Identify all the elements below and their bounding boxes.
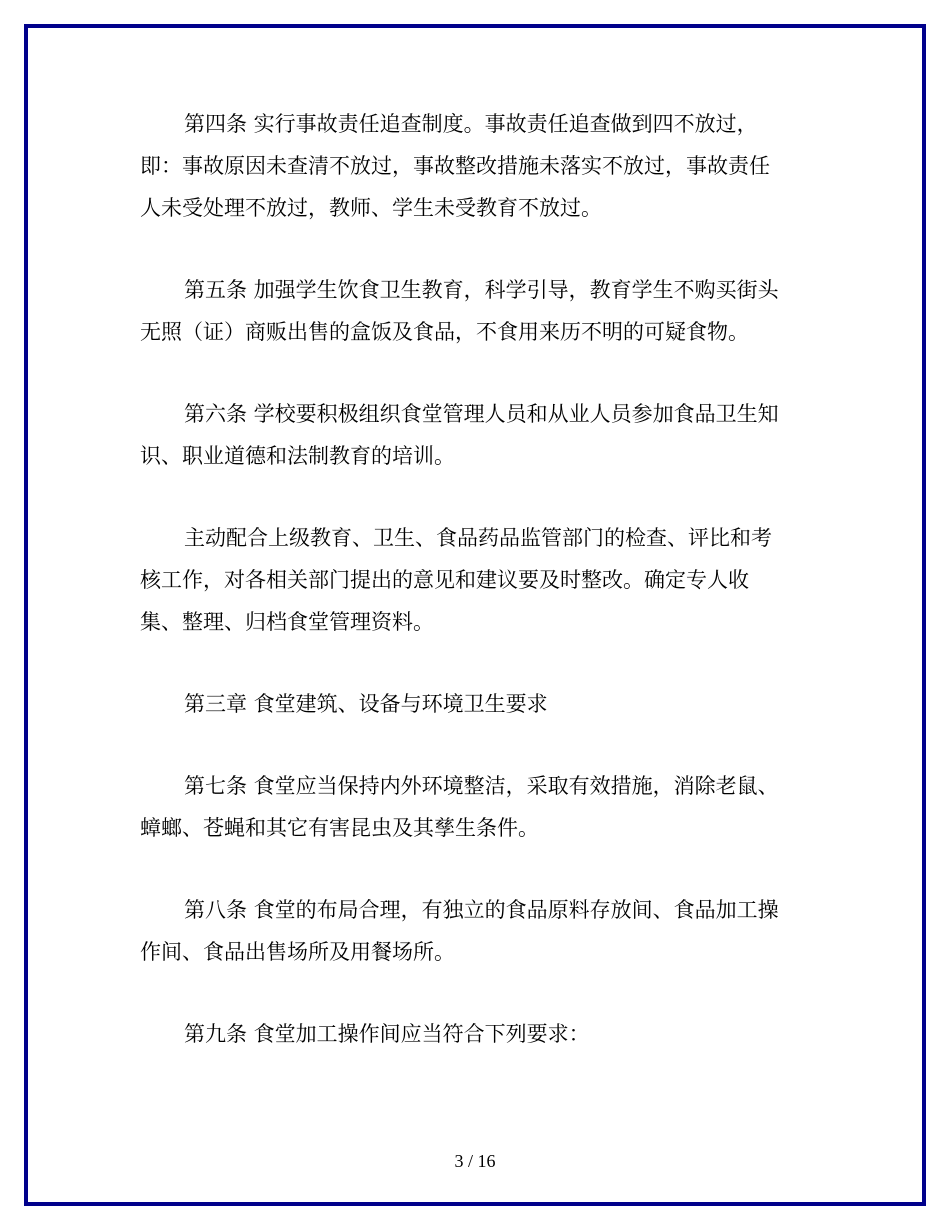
text-line: 第七条 食堂应当保持内外环境整洁，采取有效措施，消除老鼠、	[184, 774, 779, 798]
text-line: 第九条 食堂加工操作间应当符合下列要求：	[184, 1022, 590, 1046]
text-line: 第五条 加强学生饮食卫生教育，科学引导，教育学生不购买街头	[184, 278, 779, 302]
paragraph-article-6	[140, 393, 810, 477]
text-line: 集、整理、归档食堂管理资料。	[140, 610, 434, 634]
text-line: 无照（证）商贩出售的盒饭及食品，不食用来历不明的可疑食物。	[140, 320, 749, 344]
text-line: 人未受处理不放过，教师、学生未受教育不放过。	[140, 196, 602, 220]
text-line: 第八条 食堂的布局合理，有独立的食品原料存放间、食品加工操	[184, 898, 779, 922]
text-line: 识、职业道德和法制教育的培训。	[140, 444, 455, 468]
paragraph-article-9	[140, 1013, 810, 1055]
text-line: 作间、食品出售场所及用餐场所。	[140, 940, 455, 964]
paragraph-article-4	[140, 103, 810, 229]
document-body	[140, 103, 810, 1095]
chapter-title: 第三章 食堂建筑、设备与环境卫生要求	[184, 692, 548, 716]
text-line: 即：事故原因未查清不放过，事故整改措施未落实不放过，事故责任	[140, 154, 770, 178]
paragraph-article-8	[140, 889, 810, 973]
text-line: 主动配合上级教育、卫生、食品药品监管部门的检查、评比和考	[184, 526, 772, 550]
paragraph-cooperation	[140, 517, 810, 643]
text-line: 蟑螂、苍蝇和其它有害昆虫及其孳生条件。	[140, 816, 539, 840]
text-line: 第六条 学校要积极组织食堂管理人员和从业人员参加食品卫生知	[184, 402, 779, 426]
paragraph-article-5	[140, 269, 810, 353]
page-number: 3 / 16	[454, 1151, 496, 1171]
paragraph-article-7	[140, 765, 810, 849]
chapter-heading	[140, 683, 810, 725]
text-line: 核工作，对各相关部门提出的意见和建议要及时整改。确定专人收	[140, 568, 749, 592]
text-line: 第四条 实行事故责任追查制度。事故责任追查做到四不放过，	[184, 112, 758, 136]
